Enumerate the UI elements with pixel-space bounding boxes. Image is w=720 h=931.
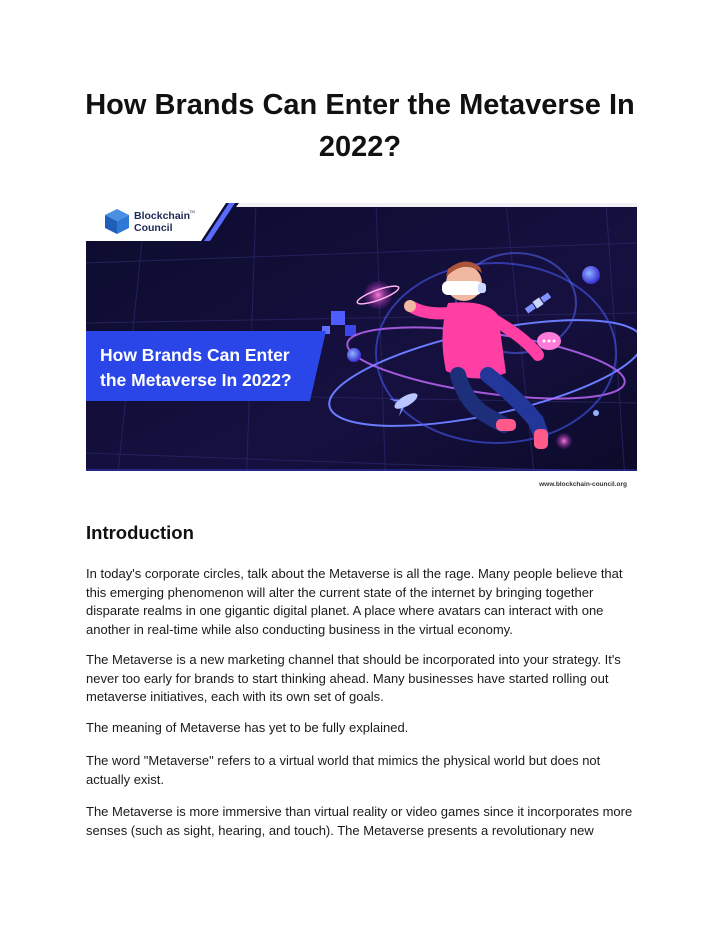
brand-name-line2: Council — [134, 222, 173, 234]
blue-orb-icon — [582, 266, 600, 284]
pixel-square — [345, 325, 356, 336]
banner-headline-line1: How Brands Can Enter — [100, 345, 290, 365]
paragraph: The Metaverse is more immersive than virtual reality or video games since it incorporates more senses (such as sight, hearing, and touch). The Metaverse presents a revolutionary new — [86, 804, 633, 838]
hero-banner — [86, 203, 637, 493]
page-title: How Brands Can Enter the Metaverse In 2022? — [85, 89, 635, 163]
pink-planet-icon — [364, 281, 392, 309]
headline-box — [86, 331, 326, 401]
chat-bubble-icon — [537, 332, 561, 350]
banner-headline-line2: the Metaverse In 2022? — [100, 370, 292, 390]
paragraph: The word "Metaverse" refers to a virtual world that mimics the physical world but does not actually exist. — [86, 753, 601, 787]
paragraph: The Metaverse is a new marketing channel that should be incorporated into your strategy. It's never too early for brands to start thinking ahead. Many businesses have started rolling out metaverse initiatives, each with its own set of goals. — [86, 652, 621, 704]
banner-url: www.blockchain-council.org — [539, 481, 627, 488]
paragraph: The meaning of Metaverse has yet to be fully explained. — [86, 720, 409, 735]
trademark-mark: TM — [189, 209, 195, 214]
pixel-square — [331, 311, 345, 325]
blue-orb-icon — [347, 348, 361, 362]
pink-orb-icon — [556, 433, 572, 449]
brand-name-line1: Blockchain — [134, 210, 191, 222]
section-heading: Introduction — [86, 522, 194, 543]
paragraph: In today's corporate circles, talk about the Metaverse is all the rage. Many people believe that this emerging phenomenon will alter the current state of the internet by bringing together disparate realms in one gigantic digital planet. A place where avatars can interact with one another in real-time while also conducting business in the virtual economy. — [86, 566, 623, 637]
